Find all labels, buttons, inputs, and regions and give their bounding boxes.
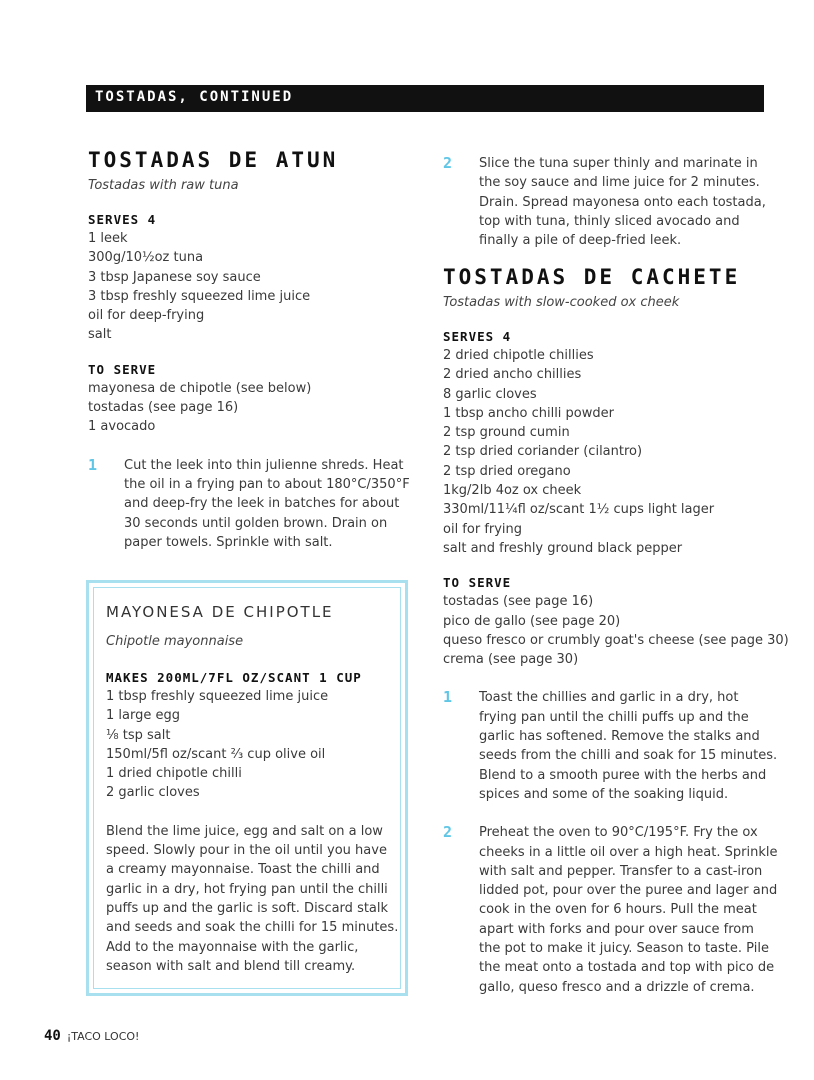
- ingredient: salt and freshly ground black pepper: [443, 540, 683, 556]
- page-footer: [44, 1028, 139, 1044]
- ingredient: 1 dried chipotle chilli: [106, 766, 242, 782]
- method-step-2: [443, 823, 783, 997]
- step-text-line: gallo, queso fresco and a drizzle of crema.: [479, 979, 755, 995]
- recipe-title: TOSTADAS DE CACHETE: [443, 265, 741, 289]
- ingredient: oil for deep-frying: [88, 308, 205, 324]
- step-text-line: Toast the chillies and garlic in a dry, hot: [479, 690, 739, 706]
- method-line: puffs up and the garlic is soft. Discard stalk: [106, 900, 389, 916]
- recipe-atun: [88, 148, 408, 552]
- sidebar-content: [106, 603, 399, 976]
- ingredient: 2 tsp ground cumin: [443, 425, 570, 441]
- step-text-line: the meat onto a tostada and top with pico de: [479, 960, 775, 976]
- step-number: 1: [443, 688, 453, 707]
- makes-heading: MAKES 200ML/7FL OZ/SCANT 1 CUP: [106, 670, 362, 685]
- serves-heading: SERVES 4: [88, 212, 157, 227]
- recipe-cachete: [443, 265, 789, 997]
- method-line: season with salt and blend till creamy.: [106, 958, 356, 974]
- ingredient: 1 leek: [88, 231, 128, 246]
- method-line: Add to the mayonnaise with the garlic,: [106, 939, 359, 955]
- to-serve-item: crema (see page 30): [443, 652, 579, 668]
- to-serve-heading: TO SERVE: [443, 575, 512, 591]
- ingredient-list: [443, 346, 783, 558]
- ingredient: 300g/10½oz tuna: [88, 250, 204, 266]
- to-serve-item: queso fresco or crumbly goat's cheese (see page 30): [443, 632, 789, 648]
- book-title: ¡TACO LOCO!: [66, 1030, 140, 1043]
- step-text-line: lidded pot, pour over the puree and lager and: [479, 883, 778, 899]
- ingredient: 2 dried chipotle chillies: [443, 348, 594, 363]
- step-text-line: Blend to a smooth puree with the herbs and: [479, 767, 767, 783]
- ingredient: 2 dried ancho chillies: [443, 367, 582, 383]
- step-text-line: paper towels. Sprinkle with salt.: [124, 534, 333, 550]
- step-text-line: apart with forks and pour over sauce from: [479, 921, 754, 937]
- ingredient: salt: [88, 327, 112, 343]
- ingredient: oil for frying: [443, 521, 523, 537]
- ingredient: 1 tbsp freshly squeezed lime juice: [106, 689, 329, 704]
- to-serve-item: 1 avocado: [88, 419, 156, 435]
- step-text-line: the pot to make it juicy. Season to taste. Pile: [479, 941, 769, 957]
- step-text-line: the soy sauce and lime juice for 2 minutes.: [479, 175, 760, 191]
- sidebar-ingredient-list: [106, 687, 396, 803]
- to-serve-item: tostadas (see page 16): [443, 594, 594, 610]
- method-step-1: [88, 456, 408, 552]
- step-text-line: Preheat the oven to 90°C/195°F. Fry the ox: [479, 825, 758, 841]
- step-text-line: cheeks in a little oil over a high heat. Sprinkle: [479, 844, 778, 860]
- recipe-subtitle: Tostadas with raw tuna: [88, 178, 239, 193]
- page-number: 40: [44, 1028, 61, 1044]
- ingredient: 2 garlic cloves: [106, 785, 200, 801]
- step-text-line: spices and some of the soaking liquid.: [479, 786, 729, 802]
- step-number: 2: [443, 154, 453, 172]
- step-text-line: with salt and pepper. Transfer to a cast-iron: [479, 863, 763, 879]
- section-header-bar: [86, 85, 764, 112]
- ingredient-list: [88, 229, 408, 345]
- sidebar-subtitle: Chipotle mayonnaise: [106, 634, 244, 649]
- method-step-1: [443, 688, 783, 804]
- step-text-line: finally a pile of deep-fried leek.: [479, 233, 682, 249]
- ingredient: 3 tbsp freshly squeezed lime juice: [88, 288, 311, 304]
- ingredient: 2 tsp dried coriander (cilantro): [443, 444, 643, 460]
- sidebar-box-mayonesa: [86, 580, 408, 996]
- step-text-line: seeds from the chilli and soak for 15 minutes.: [479, 748, 778, 764]
- method-line: a creamy mayonnaise. Toast the chilli and: [106, 862, 380, 878]
- sidebar-method: [106, 822, 399, 976]
- to-serve-heading: TO SERVE: [88, 361, 157, 377]
- method-line: Blend the lime juice, egg and salt on a low: [106, 823, 383, 839]
- step-text-line: and deep-fry the leek in batches for about: [124, 496, 400, 512]
- step-number: 2: [443, 823, 453, 842]
- ingredient: 8 garlic cloves: [443, 386, 537, 402]
- step-text-line: garlic has softened. Remove the stalks and: [479, 729, 760, 745]
- sidebar-title: MAYONESA DE CHIPOTLE: [106, 603, 334, 621]
- step-text-line: top with tuna, thinly sliced avocado and: [479, 213, 740, 229]
- ingredient: 1 tbsp ancho chilli powder: [443, 405, 614, 421]
- section-header-label: TOSTADAS, CONTINUED: [95, 89, 294, 105]
- to-serve-item: mayonesa de chipotle (see below): [88, 380, 312, 396]
- recipe-title: TOSTADAS DE ATUN: [88, 148, 339, 172]
- step-text-line: frying pan until the chilli puffs up and the: [479, 709, 749, 725]
- ingredient: 150ml/5fl oz/scant ⅔ cup olive oil: [106, 746, 326, 762]
- ingredient: 1 large egg: [106, 708, 180, 724]
- step-text-line: 30 seconds until golden brown. Drain on: [124, 515, 388, 531]
- method-step-2: [443, 154, 773, 250]
- ingredient: ⅛ tsp salt: [106, 727, 171, 743]
- ingredient: 1kg/2lb 4oz ox cheek: [443, 483, 582, 499]
- serves-heading: SERVES 4: [443, 329, 512, 344]
- recipe-subtitle: Tostadas with slow-cooked ox cheek: [443, 295, 680, 310]
- step-text-line: Slice the tuna super thinly and marinate in: [479, 156, 758, 171]
- to-serve-item: pico de gallo (see page 20): [443, 613, 621, 629]
- step-text-line: Cut the leek into thin julienne shreds. Heat: [124, 457, 404, 473]
- step-text-line: Drain. Spread mayonesa onto each tostada,: [479, 194, 766, 210]
- step-text-line: cook in the oven for 6 hours. Pull the meat: [479, 902, 757, 918]
- step-text-line: the oil in a frying pan to about 180°C/350°F: [124, 476, 410, 492]
- ingredient: 3 tbsp Japanese soy sauce: [88, 269, 261, 285]
- method-line: and seeds and soak the chilli for 15 minutes.: [106, 920, 399, 936]
- recipe-atun-continued: [443, 154, 773, 250]
- method-line: speed. Slowly pour in the oil until you have: [106, 843, 387, 859]
- to-serve-item: tostadas (see page 16): [88, 400, 239, 416]
- ingredient: 2 tsp dried oregano: [443, 463, 571, 479]
- method-line: garlic in a dry, hot frying pan until the chilli: [106, 881, 388, 897]
- to-serve-list: [443, 592, 789, 669]
- to-serve-list: [88, 379, 408, 437]
- ingredient: 330ml/11¼fl oz/scant 1½ cups light lager: [443, 502, 715, 518]
- step-number: 1: [88, 455, 98, 474]
